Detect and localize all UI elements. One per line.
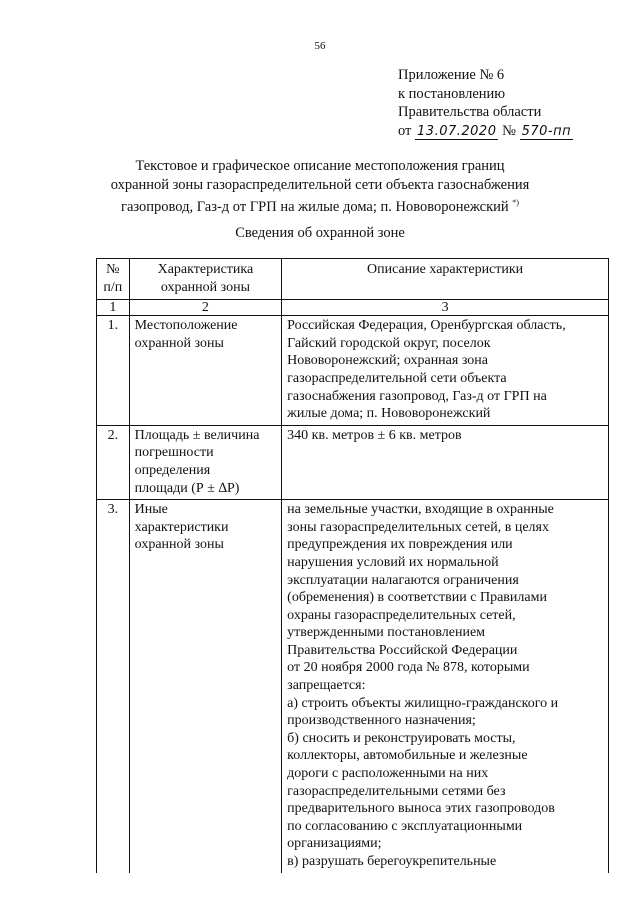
cell-line: запрещается: (287, 678, 366, 694)
cell-line: Площадь ± величина (134, 427, 260, 443)
row-characteristic (129, 500, 282, 873)
protection-zone-table (96, 258, 609, 873)
cell-line: охранной зоны (134, 335, 224, 351)
cell-line: производственного назначения; (287, 713, 476, 729)
cell-line: Местоположение (134, 318, 238, 334)
header-number (97, 259, 130, 300)
appendix-line: к постановлению (398, 85, 506, 102)
cell-line: по согласованию с эксплуатационными (287, 818, 523, 834)
cell-line: 340 кв. метров ± 6 кв. метров (287, 427, 462, 443)
cell-line: предварительного выноса этих газопроводов (287, 801, 555, 817)
row-number: 2. (97, 425, 130, 499)
cell-line: а) строить объекты жилищно-гражданского и (287, 695, 559, 711)
title-line (70, 194, 570, 217)
row-description (282, 316, 609, 426)
cell-line: определения (134, 462, 211, 478)
cell-line: дороги с расположенными на них (287, 766, 489, 782)
header-text: п/п (103, 279, 123, 295)
footnote-mark: *) (512, 198, 519, 207)
cell-line: зоны газораспределительных сетей, в целях (287, 519, 549, 535)
cell-line: в) разрушать берегоукрепительные (287, 854, 497, 869)
cell-line: газораспределительными сетями без (287, 783, 506, 799)
cell-line: погрешности (134, 445, 214, 461)
cell-line: газоснабжения газопровод, Газ-д от ГРП на (287, 388, 547, 404)
title-line: Текстовое и графическое описание местоположения границ (135, 158, 505, 174)
cell-line: жилые дома; п. Нововоронежский (287, 406, 491, 422)
handwritten-number: 570-пп (521, 123, 572, 139)
cell-line: (обременения) в соответствии с Правилами (287, 590, 547, 606)
column-number: 1 (97, 300, 130, 316)
cell-line: газораспределительной сети объекта (287, 370, 507, 386)
cell-line: Нововоронежский; охранная зона (287, 353, 488, 369)
cell-line: предупреждения их повреждения или (287, 537, 513, 553)
cell-line: эксплуатации налагаются ограничения (287, 572, 519, 588)
cell-line: организациями; (287, 836, 382, 852)
date-prefix: от (398, 122, 412, 139)
column-number: 3 (282, 300, 609, 316)
table-row (97, 316, 609, 426)
cell-line: Гайский городской округ, поселок (287, 335, 491, 351)
row-characteristic (129, 425, 282, 499)
header-text: охранной зоны (160, 279, 251, 295)
header-characteristic (129, 259, 282, 300)
cell-line: площади (Р ± ∆Р) (134, 480, 240, 496)
cell-line: характеристики (134, 519, 229, 535)
cell-line: Российская Федерация, Оренбургская область, (287, 318, 566, 334)
row-number: 1. (97, 316, 130, 426)
cell-line: коллекторы, автомобильные и железные (287, 748, 528, 764)
cell-line: нарушения условий их нормальной (287, 554, 499, 570)
cell-line: Правительства Российской Федерации (287, 642, 518, 658)
row-number: 3. (97, 500, 130, 873)
handwritten-date: 13.07.2020 (417, 123, 497, 139)
cell-line: на земельные участки, входящие в охранные (287, 502, 554, 518)
table-row (97, 500, 609, 873)
document-title (70, 157, 570, 217)
appendix-line: Приложение № 6 (398, 67, 505, 83)
cell-line: охраны газораспределительных сетей, (287, 607, 516, 623)
cell-line: от 20 ноября 2000 года № 878, которыми (287, 660, 530, 676)
section-subtitle: Сведения об охранной зоне (235, 225, 405, 241)
row-description (282, 425, 609, 499)
column-number: 2 (129, 300, 282, 316)
cell-line: б) сносить и реконструировать мосты, (287, 730, 516, 746)
table-header-row (97, 259, 609, 300)
number-prefix: № (502, 122, 516, 139)
cell-line: утвержденными постановлением (287, 625, 486, 641)
appendix-block (398, 66, 573, 140)
column-number-row (97, 300, 609, 316)
cell-line: охранной зоны (134, 537, 224, 553)
row-characteristic (129, 316, 282, 426)
row-description (282, 500, 609, 873)
title-line: охранной зоны газораспределительной сети объекта газоснабжения (110, 176, 530, 193)
cell-line: Иные (134, 502, 168, 518)
header-text: Характеристика (157, 262, 254, 277)
appendix-date-line (398, 122, 573, 141)
header-text: № (106, 262, 120, 277)
table-row (97, 425, 609, 499)
title-line-text: газопровод, Газ-д от ГРП на жилые дома; п. Нововоронежский (121, 199, 509, 215)
page-number: 56 (314, 40, 326, 52)
header-description: Описание характеристики (282, 259, 609, 300)
appendix-line: Правительства области (398, 104, 542, 120)
